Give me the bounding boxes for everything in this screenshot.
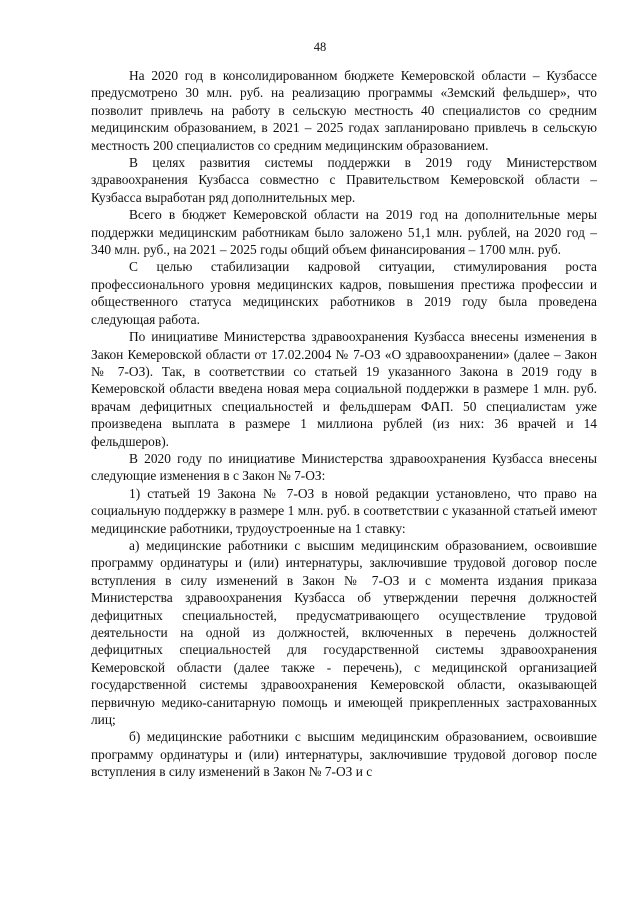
body-text [91, 67, 597, 781]
paragraph: На 2020 год в консолидированном бюджете Кемеровской области – Кузбассе предусмотрено 30 млн. руб. на реализацию программы «Земский фельдшер», что позволит привлечь на работу в сельскую местность 40 специалистов со средним медицинским образованием, в 2021 – 2025 годах запланировано привлечь в сельскую местность 200 специалистов со средним медицинским образованием. [91, 68, 597, 153]
paragraph: 1) статьей 19 Закона № 7-ОЗ в новой редакции установлено, что право на социальную поддержку в размере 1 млн. руб. в соответствии с указанной статьей имеют медицинские работники, трудоустроенные на 1 ставку: [91, 485, 597, 536]
paragraph: С целью стабилизации кадровой ситуации, стимулирования роста профессионального уровня медицинских кадров, повышения престижа профессии и общественного статуса медицинских работников в 2019 году была проведена следующая работа. [91, 259, 597, 327]
paragraph: Всего в бюджет Кемеровской области на 2019 год на дополнительные меры поддержки медицинским работникам было заложено 51,1 млн. рублей, на 2020 год – 340 млн. руб., на 2021 – 2025 годы общий объем финансирования – 1700 млн. руб. [91, 207, 597, 258]
paragraph: а) медицинские работники с высшим медицинским образованием, освоившие программу ординатуры и (или) интернатуры, заключившие трудовой договор после вступления в силу изменений в Закон № 7-ОЗ и с момента издания приказа Министерства здравоохранения Кузбасса об утверждении перечня должностей дефицитных специальностей, предусматривающего осуществление трудовой деятельности на одной из должностей, включенных в перечень должностей дефицитных специальностей для государственной системы здравоохранения Кемеровской области (далее также - перечень), с медицинской организацией государственной системы здравоохранения Кемеровской области, оказывающей первичную медико-санитарную помощь и имеющей прикрепленных застрахованных лиц; [91, 537, 597, 728]
paragraph: б) медицинские работники с высшим медицинским образованием, освоившие программу ординатуры и (или) интернатуры, заключившие трудовой договор после вступления в силу изменений в Закон № 7-ОЗ и с [91, 729, 597, 780]
paragraph: По инициативе Министерства здравоохранения Кузбасса внесены изменения в Закон Кемеровской области от 17.02.2004 № 7-ОЗ «О здравоохранении» (далее – Закон № 7-ОЗ). Так, в соответствии со статьей 19 указанного Закона в 2019 году в Кемеровской области введена новая мера социальной поддержки в размере 1 млн. руб. врачам дефицитных специальностей и фельдшерам ФАП. 50 специалистам уже произведена выплата в размере 1 миллиона рублей (из них: 36 врачей и 14 фельдшеров). [91, 329, 597, 449]
page-number: 48 [313, 40, 327, 54]
paragraph: В целях развития системы поддержки в 2019 году Министерством здравоохранения Кузбасса совместно с Правительством Кемеровской области – Кузбасса выработан ряд дополнительных мер. [91, 155, 597, 205]
paragraph: В 2020 году по инициативе Министерства здравоохранения Кузбасса внесены следующие изменения в с Закон № 7-ОЗ: [91, 450, 597, 484]
